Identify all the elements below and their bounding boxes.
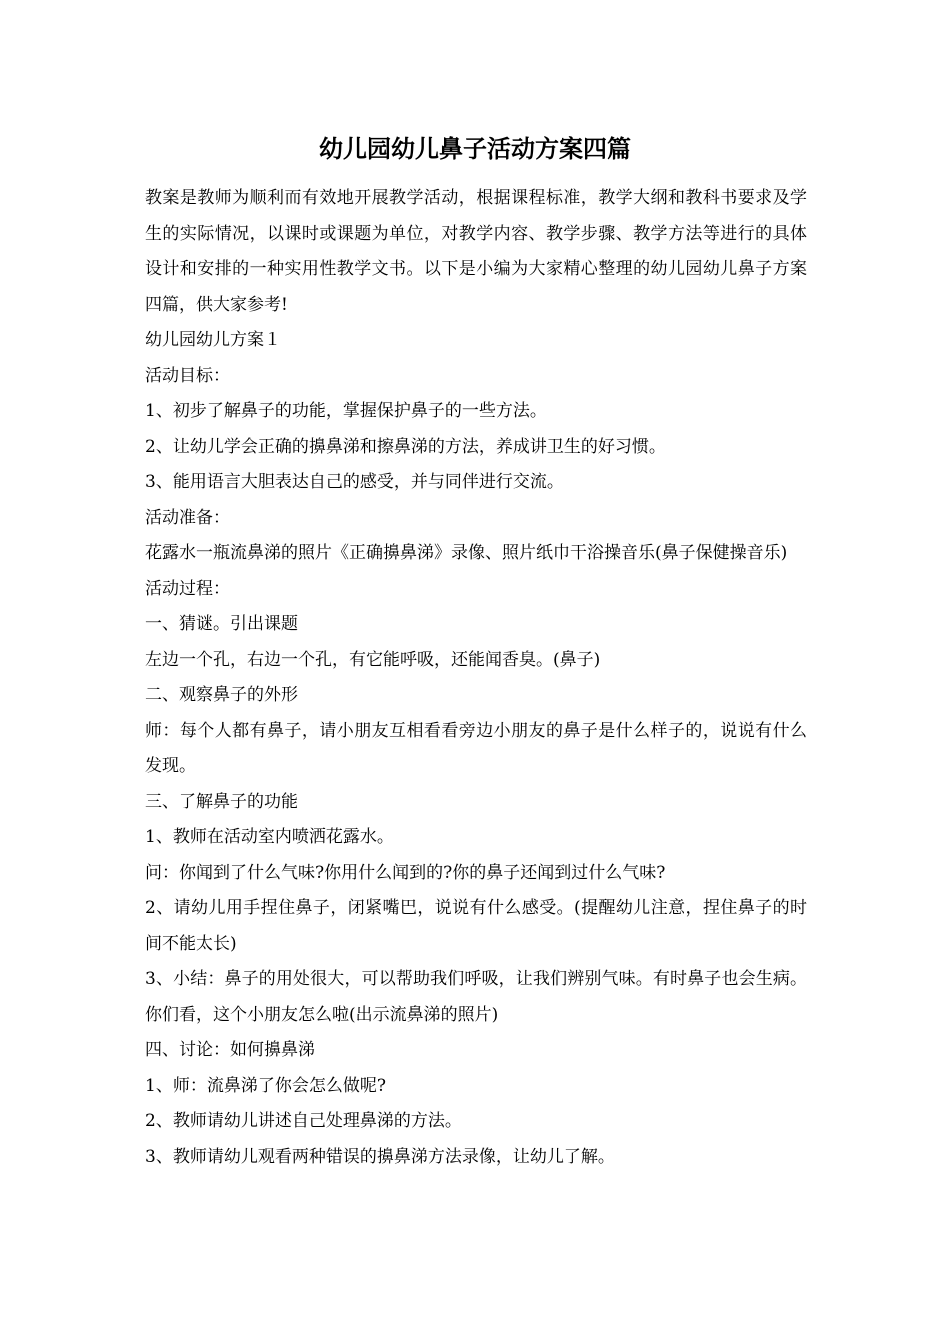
goal-item-3: 3、能用语言大胆表达自己的感受，并与同伴进行交流。 xyxy=(145,472,564,492)
riddle-text: 左边一个孔，右边一个孔，有它能呼吸，还能闻香臭。(鼻子) xyxy=(145,649,601,670)
heading-activity-preparation: 活动准备： xyxy=(145,507,230,528)
step-heading-4: 四、讨论：如何擤鼻涕 xyxy=(145,1040,315,1060)
preparation-text: 花露水一瓶流鼻涕的照片《正确擤鼻涕》录像、照片纸巾干浴操音乐(鼻子保健操音乐) xyxy=(145,543,788,563)
section-heading-plan-1: 幼儿园幼儿方案１ xyxy=(145,330,281,350)
document-title: 幼儿园幼儿鼻子活动方案四篇 xyxy=(319,134,631,163)
goal-item-2: 2、让幼儿学会正确的擤鼻涕和擦鼻涕的方法，养成讲卫生的好习惯。 xyxy=(145,436,666,457)
paragraph-intro: 教案是教师为顺利而有效地开展教学活动，根据课程标准，教学大纲和教科书要求及学生的实际情况，以课时或课题为单位，对教学内容、教学步骤、教学方法等进行的具体设计和安排的一种实用性教学文书。以下是小编为大家精心整理的幼儿园幼儿鼻子方案四篇，供大家参考! xyxy=(145,188,807,315)
discussion-item-2: 2、教师请幼儿讲述自己处理鼻涕的方法。 xyxy=(145,1111,462,1131)
function-item-3: 3、小结：鼻子的用处很大，可以帮助我们呼吸，让我们辨别气味。有时鼻子也会生病。你们看，这个小朋友怎么啦(出示流鼻涕的照片) xyxy=(145,969,807,1025)
function-item-2: 2、请幼儿用手捏住鼻子，闭紧嘴巴，说说有什么感受。(提醒幼儿注意，捏住鼻子的时间不能太长) xyxy=(145,898,807,954)
discussion-item-1: 1、师：流鼻涕了你会怎么做呢? xyxy=(145,1075,386,1096)
function-item-1: 1、教师在活动室内喷洒花露水。 xyxy=(145,827,394,847)
step-heading-3: 三、了解鼻子的功能 xyxy=(145,791,298,812)
discussion-item-3: 3、教师请幼儿观看两种错误的擤鼻涕方法录像，让幼儿了解。 xyxy=(145,1146,615,1167)
function-question: 问：你闻到了什么气味?你用什么闻到的?你的鼻子还闻到过什么气味? xyxy=(145,862,666,883)
heading-activity-goals: 活动目标： xyxy=(145,365,230,386)
document-body xyxy=(145,181,807,1175)
heading-activity-process: 活动过程： xyxy=(145,578,230,599)
goal-item-1: 1、初步了解鼻子的功能，掌握保护鼻子的一些方法。 xyxy=(145,401,547,421)
observe-text: 师：每个人都有鼻子，请小朋友互相看看旁边小朋友的鼻子是什么样子的，说说有什么发现。 xyxy=(145,720,807,776)
step-heading-2: 二、观察鼻子的外形 xyxy=(145,685,298,705)
step-heading-1: 一、猜谜。引出课题 xyxy=(145,614,298,634)
